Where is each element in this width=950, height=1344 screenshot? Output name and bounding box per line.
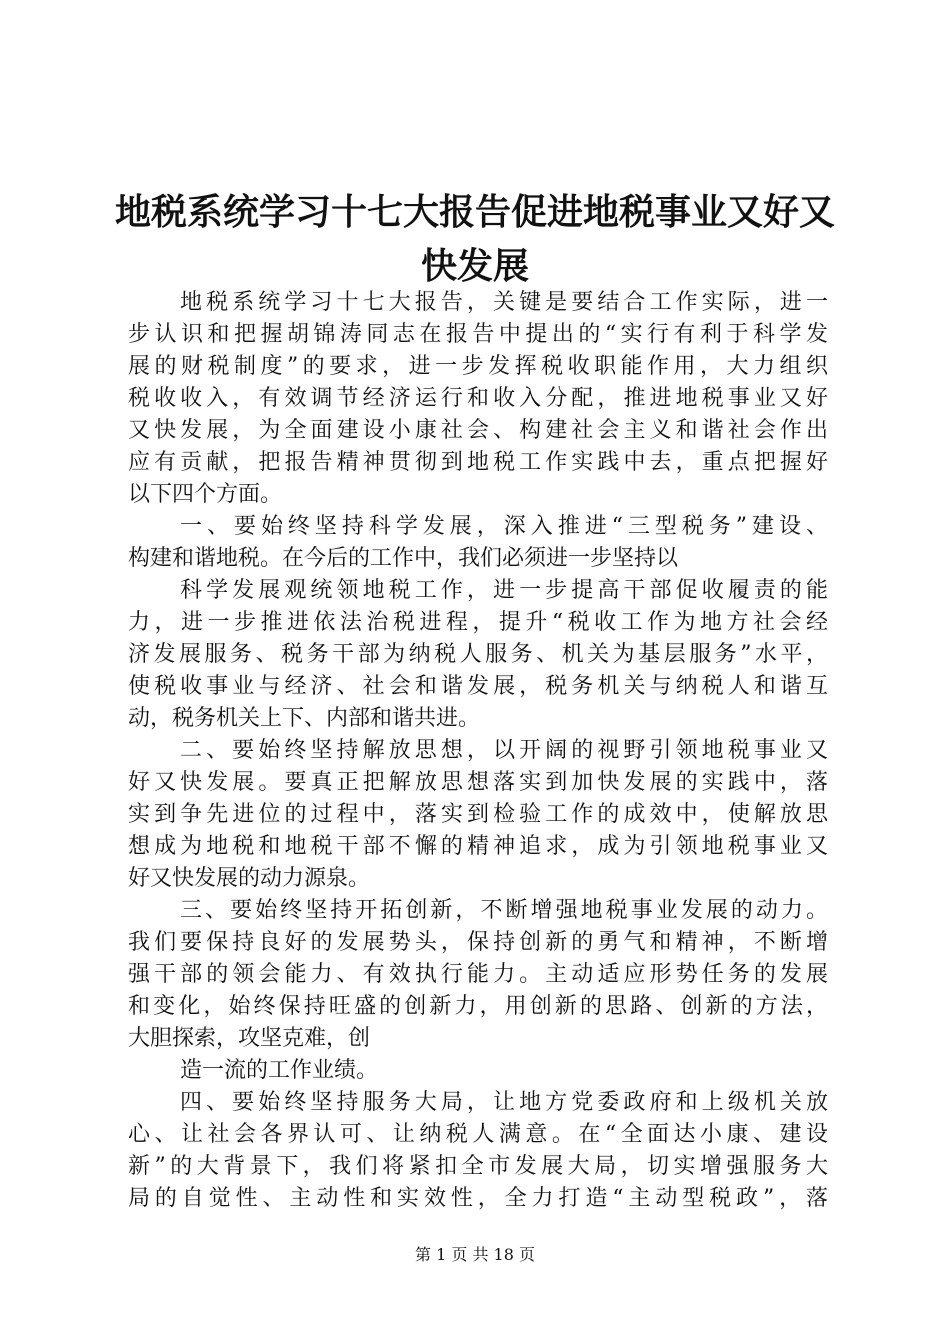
text-line: 心、让社会各界认可、让纳税人满意。在“全面达小康、建设 — [128, 1122, 828, 1147]
text-line: 造一流的工作业绩。 — [180, 1058, 379, 1083]
text-line: 和变化，始终保持旺盛的创新力，用创新的思路、创新的方法， — [128, 994, 828, 1019]
text-line: 想成为地税和地税干部不懈的精神追求，成为引领地税事业又 — [128, 834, 828, 859]
text-line: 新”的大背景下，我们将紧扣全市发展大局，切实增强服务大 — [128, 1154, 828, 1179]
text-line: 好又快发展。要真正把解放思想落实到加快发展的实践中，落 — [128, 770, 828, 795]
text-line: 好又快发展的动力源泉。 — [128, 866, 371, 891]
text-line: 动，税务机关上下、内部和谐共进。 — [128, 706, 481, 731]
text-line: 济发展服务、税务干部为纳税人服务、机关为基层服务”水平， — [128, 642, 828, 667]
text-line: 力，进一步推进依法治税进程，提升“税收工作为地方社会经 — [128, 610, 828, 635]
text-line: 以下四个方面。 — [128, 482, 283, 507]
text-line: 构建和谐地税。在今后的工作中，我们必须进一步坚持以 — [128, 546, 679, 571]
text-line: 又快发展，为全面建设小康社会、构建社会主义和谐社会作出 — [128, 418, 828, 443]
text-line: 三、要始终坚持开拓创新，不断增强地税事业发展的动力。 — [180, 898, 828, 923]
text-line: 二、要始终坚持解放思想，以开阔的视野引领地税事业又 — [180, 738, 828, 763]
text-line: 地税系统学习十七大报告，关键是要结合工作实际，进一 — [180, 290, 828, 315]
document-title-line-1: 地税系统学习十七大报告促进地税事业又好又 — [114, 192, 835, 233]
text-line: 强干部的领会能力、有效执行能力。主动适应形势任务的发展 — [128, 962, 828, 987]
text-line: 四、要始终坚持服务大局，让地方党委政府和上级机关放 — [180, 1090, 828, 1115]
document-title-line-2: 快发展 — [420, 246, 529, 287]
text-line: 大胆探索，攻坚克难，创 — [128, 1026, 371, 1051]
text-line: 一、要始终坚持科学发展，深入推进“三型税务”建设、 — [180, 514, 828, 539]
text-line: 科学发展观统领地税工作，进一步提高干部促收履责的能 — [180, 578, 828, 603]
document-body — [128, 287, 828, 1215]
text-line: 应有贡献，把报告精神贯彻到地税工作实践中去，重点把握好 — [128, 450, 828, 475]
text-line: 实到争先进位的过程中，落实到检验工作的成效中，使解放思 — [128, 802, 828, 827]
text-line: 使税收事业与经济、社会和谐发展，税务机关与纳税人和谐互 — [128, 674, 828, 699]
text-line: 我们要保持良好的发展势头，保持创新的勇气和精神，不断增 — [128, 930, 828, 955]
text-line: 展的财税制度”的要求，进一步发挥税收职能作用，大力组织 — [128, 354, 828, 379]
page-footer: 第 1 页 共 18 页 — [415, 1245, 535, 1264]
text-line: 税收收入，有效调节经济运行和收入分配，推进地税事业又好 — [128, 386, 828, 411]
text-line: 局的自觉性、主动性和实效性，全力打造“主动型税政”，落 — [128, 1186, 828, 1211]
text-line: 步认识和把握胡锦涛同志在报告中提出的“实行有利于科学发 — [128, 322, 828, 347]
